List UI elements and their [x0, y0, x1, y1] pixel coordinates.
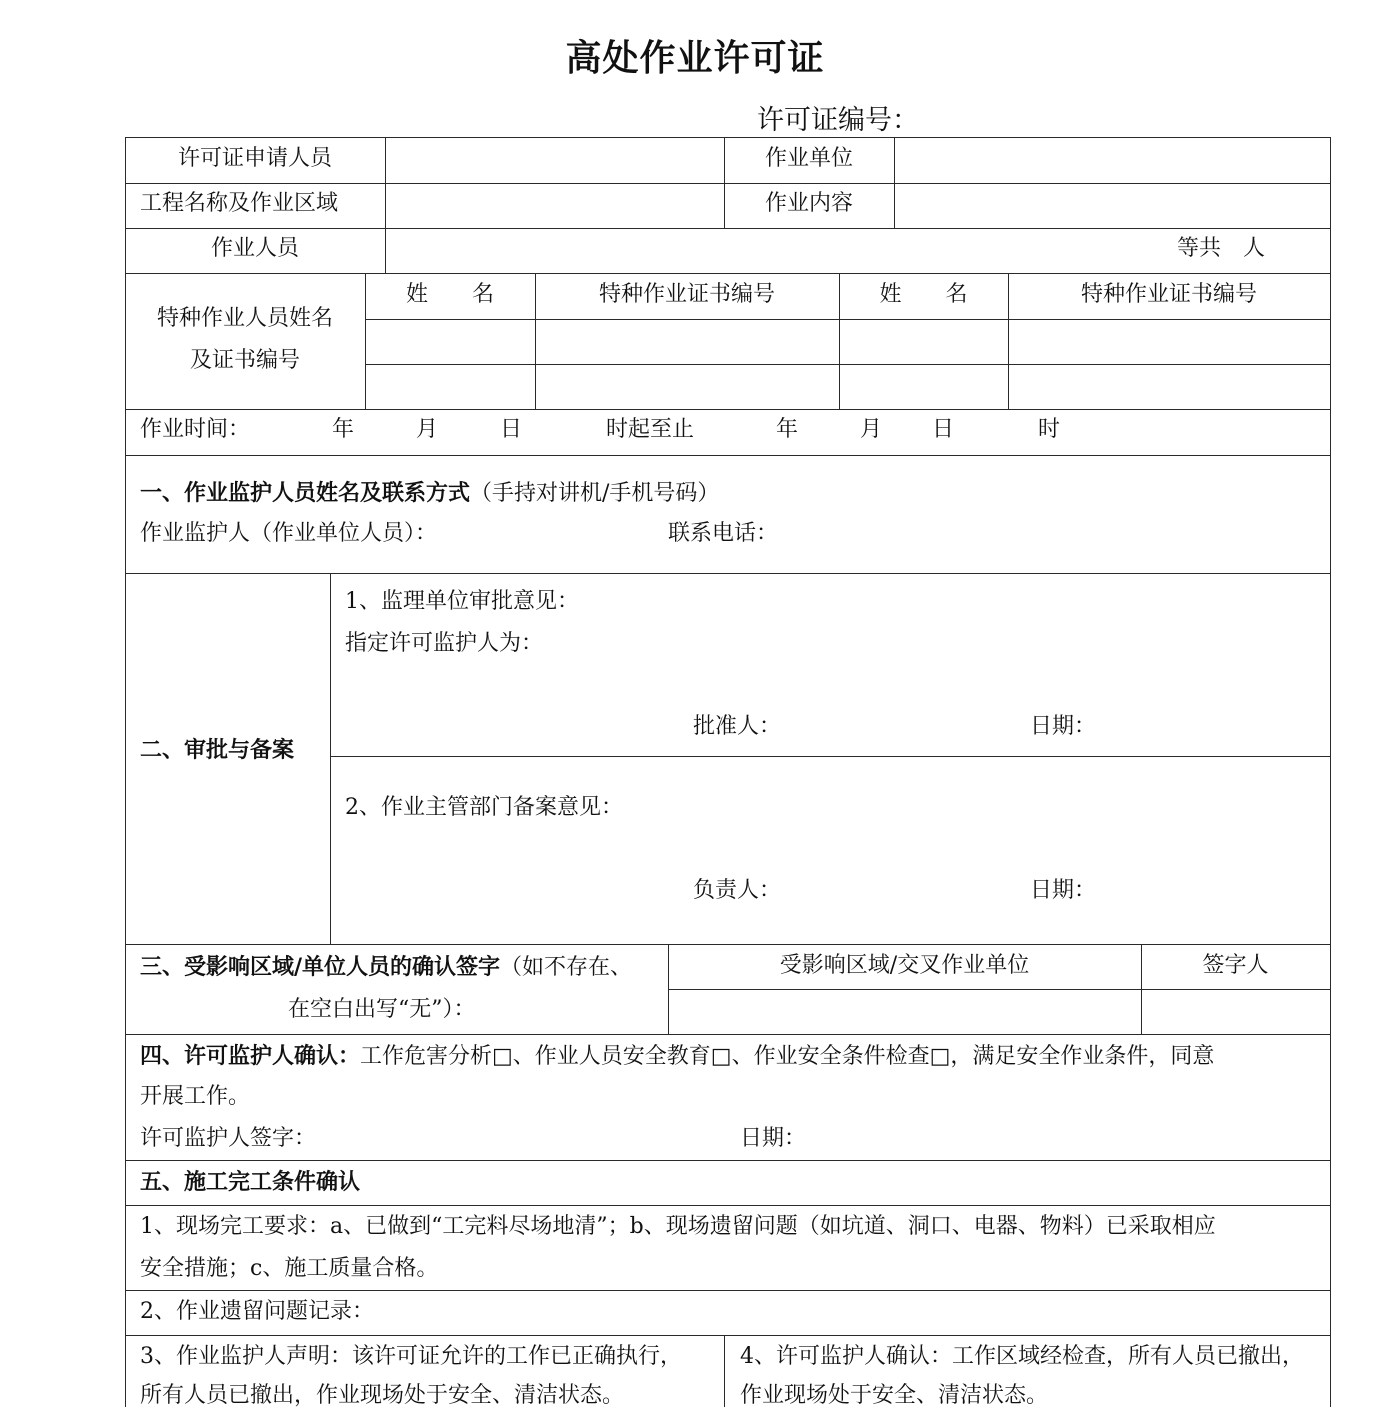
signer-header: 签字人	[1202, 953, 1269, 978]
row-divider	[125, 183, 1331, 184]
filing-date-label: 日期：	[1030, 878, 1097, 903]
project-area-label: 工程名称及作业区域	[140, 191, 339, 216]
guardian-label: 作业监护人（作业单位人员）：	[140, 521, 438, 546]
table-top-border	[125, 137, 1331, 138]
row-divider	[125, 1290, 1331, 1291]
supervision-opinion-label: 1、监理单位审批意见：	[345, 589, 579, 614]
row-divider	[125, 228, 1331, 229]
section1-title-bold: 一、作业监护人员姓名及联系方式	[140, 480, 471, 506]
start-year: 年	[332, 417, 355, 442]
end-month: 月	[860, 417, 883, 442]
section3-title-rest: （如不存在、	[500, 955, 633, 980]
section1-title	[140, 482, 719, 505]
guardian-sign-label: 许可监护人签字：	[140, 1126, 317, 1151]
department-opinion-label: 2、作业主管部门备案意见：	[345, 795, 623, 820]
col-divider	[724, 1335, 725, 1407]
section3-title-bold: 三、受影响区域/单位人员的确认签字	[140, 954, 501, 980]
row-divider	[668, 989, 1331, 990]
work-time-label: 作业时间：	[140, 417, 251, 442]
row-divider	[330, 756, 1331, 757]
permit-guardian-confirm-line1: 4、许可监护人确认：工作区域经检查，所有人员已撤出，	[740, 1344, 1304, 1369]
workers-label: 作业人员	[210, 236, 299, 261]
guardian-statement-line2: 所有人员已撤出，作业现场处于安全、清洁状态。	[140, 1383, 625, 1408]
row-divider	[125, 1335, 1331, 1336]
responsible-label: 负责人：	[693, 878, 782, 903]
completion-requirements-line2: 安全措施；c、施工质量合格。	[140, 1256, 439, 1281]
from-to-label: 时起至止	[606, 417, 695, 442]
row-divider	[125, 273, 1331, 274]
name-column-header: 姓 名	[405, 282, 494, 307]
section1-title-rest: （手持对讲机/手机号码）	[470, 481, 720, 506]
col-divider	[385, 137, 386, 273]
section4-line1	[140, 1045, 1214, 1068]
table-right-border	[1330, 137, 1331, 1407]
work-content-label: 作业内容	[764, 191, 853, 216]
start-day: 日	[500, 417, 523, 442]
row-divider	[125, 944, 1331, 945]
approver-label: 批准人：	[693, 714, 782, 739]
permit-number-label: 许可证编号：	[757, 105, 919, 136]
row-divider	[125, 455, 1331, 456]
name-column-header-2: 姓 名	[879, 282, 968, 307]
end-day: 日	[932, 417, 955, 442]
row-divider	[125, 1034, 1331, 1035]
applicant-label: 许可证申请人员	[177, 146, 332, 171]
work-unit-label: 作业单位	[764, 146, 853, 171]
total-workers-label: 等共 人	[1177, 236, 1266, 261]
start-month: 月	[416, 417, 439, 442]
section2-title: 二、审批与备案	[140, 737, 295, 763]
remaining-issues-label: 2、作业遗留问题记录：	[140, 1299, 374, 1324]
end-hour: 时	[1038, 417, 1061, 442]
row-divider	[125, 1205, 1331, 1206]
section4-title: 四、许可监护人确认：	[140, 1043, 361, 1069]
section3-title-line2: 在空白出写“无”）：	[288, 997, 476, 1022]
col-divider	[894, 137, 895, 228]
affected-area-header: 受影响区域/交叉作业单位	[779, 953, 1030, 978]
row-divider	[365, 319, 1331, 320]
cert-column-header: 特种作业证书编号	[598, 282, 775, 307]
approval-date-label: 日期：	[1030, 714, 1097, 739]
section4-line2: 开展工作。	[140, 1084, 251, 1109]
col-divider	[330, 573, 331, 944]
row-divider	[365, 364, 1331, 365]
section3-title	[140, 956, 632, 979]
designated-guardian-label: 指定许可监护人为：	[345, 631, 544, 656]
section4-date-label: 日期：	[740, 1126, 807, 1151]
permit-guardian-confirm-line2: 作业现场处于安全、清洁状态。	[740, 1383, 1049, 1408]
cert-column-header-2: 特种作业证书编号	[1080, 282, 1257, 307]
row-divider	[125, 1160, 1331, 1161]
completion-requirements-line1: 1、现场完工要求：a、已做到“工完料尽场地清”；b、现场遗留问题（如坑道、洞口、电器、物料）已采取相应	[140, 1214, 1216, 1239]
guardian-statement-line1: 3、作业监护人声明：该许可证允许的工作已正确执行，	[140, 1344, 682, 1369]
row-divider	[125, 573, 1331, 574]
end-year: 年	[776, 417, 799, 442]
section4-text: 工作危害分析□、作业人员安全教育□、作业安全条件检查□，满足安全作业条件，同意	[360, 1044, 1215, 1069]
special-workers-label-line2: 及证书编号	[189, 348, 300, 373]
special-workers-label: 特种作业人员姓名	[156, 306, 333, 331]
row-divider	[125, 409, 1331, 410]
section5-title: 五、施工完工条件确认	[140, 1169, 361, 1195]
phone-label: 联系电话：	[668, 521, 779, 546]
page-title: 高处作业许可证	[565, 37, 825, 79]
